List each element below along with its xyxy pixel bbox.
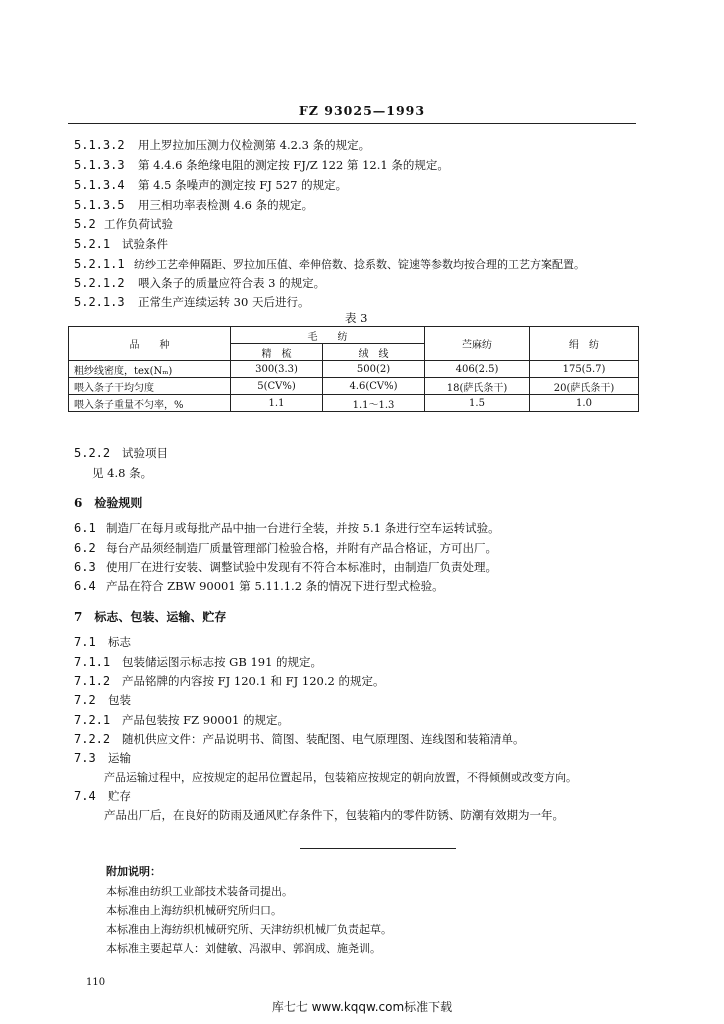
head-ramie: 苎麻纺 <box>425 327 530 361</box>
note-line: 本标准由上海纺织机械研究所归口。 <box>106 904 282 917</box>
section-6-title: 6 检验规则 <box>74 496 143 510</box>
clause-7-1-2: 7.1.2 产品铭牌的内容按 FJ 120.1 和 FJ 120.2 的规定。 <box>74 674 385 688</box>
page-number: 110 <box>86 977 106 988</box>
table-caption: 表 3 <box>345 311 368 325</box>
section-7-title: 7 标志、包装、运输、贮存 <box>74 610 227 624</box>
note-line: 本标准由纺织工业部技术装备司提出。 <box>106 885 293 898</box>
clause-6-4: 6.4 产品在符合 ZBW 90001 第 5.11.1.2 条的情况下进行型式检验。 <box>74 579 444 593</box>
clause-5-2-1-2: 5.2.1.2 喂入条子的质量应符合表 3 的规定。 <box>74 276 326 290</box>
header-rule <box>68 123 636 124</box>
table-row: 喂入条子干均匀度 5(CV%) 4.6(CV%) 18(萨氏条干) 20(萨氏条干) <box>69 378 639 395</box>
clause-7-3: 7.3 运输 <box>74 751 131 765</box>
head-silk: 绢 纺 <box>530 327 639 361</box>
clause-7-4: 7.4 贮存 <box>74 789 131 803</box>
clause-5-2-2-body: 见 4.8 条。 <box>92 466 153 480</box>
clause-5-2-1: 5.2.1 试验条件 <box>74 237 168 251</box>
clause-7-1-1: 7.1.1 包装储运图示标志按 GB 191 的规定。 <box>74 655 323 669</box>
head-wool-combed: 精 梳 <box>231 344 323 361</box>
table-3 <box>68 326 639 412</box>
notes-divider <box>300 848 456 849</box>
clause-6-2: 6.2 每台产品须经制造厂质量管理部门检验合格，并附有产品合格证，方可出厂。 <box>74 541 497 555</box>
footer-watermark: 库七七 www.kqqw.com标准下载 <box>271 1000 453 1014</box>
clause-7-3-body: 产品运输过程中，应按规定的起吊位置起吊，包装箱应按规定的朝向放置，不得倾侧或改变方向。 <box>104 771 577 784</box>
clause-7-2: 7.2 包装 <box>74 693 131 707</box>
clause-7-2-2: 7.2.2 随机供应文件：产品说明书、简图、装配图、电气原理图、连线图和装箱清单。 <box>74 732 525 746</box>
clause-5-1-3-4: 5.1.3.4 第 4.5 条噪声的测定按 FJ 527 的规定。 <box>74 178 348 192</box>
table-row: 粗纱线密度，tex(Nₘ) 300(3.3) 500(2) 406(2.5) 175(5.7) <box>69 361 639 378</box>
note-line: 本标准主要起草人：刘健敏、冯淑申、郭润成、施尧训。 <box>106 942 381 955</box>
clause-7-4-body: 产品出厂后，在良好的防雨及通风贮存条件下，包装箱内的零件防锈、防潮有效期为一年。 <box>104 808 564 822</box>
head-wool-yarn: 绒 线 <box>323 344 425 361</box>
head-item: 品 种 <box>69 327 231 361</box>
clause-5-2: 5.2 工作负荷试验 <box>74 217 173 231</box>
clause-5-2-2: 5.2.2 试验项目 <box>74 446 168 460</box>
note-line: 本标准由上海纺织机械研究所、天津纺织机械厂负责起草。 <box>106 923 392 936</box>
document-header: FZ 93025—1993 <box>298 103 426 118</box>
clause-5-1-3-2: 5.1.3.2 用上罗拉加压测力仪检测第 4.2.3 条的规定。 <box>74 138 371 152</box>
clause-7-2-1: 7.2.1 产品包装按 FZ 90001 的规定。 <box>74 713 290 727</box>
clause-5-2-1-3: 5.2.1.3 正常生产连续运转 30 天后进行。 <box>74 295 310 309</box>
table-row: 喂入条子重量不匀率，% 1.1 1.1～1.3 1.5 1.0 <box>69 395 639 412</box>
clause-5-2-1-1: 5.2.1.1 纺纱工艺牵伸隔距、罗拉加压值、牵伸倍数、捻系数、锭速等参数均按合理的工艺方案配置。 <box>74 257 585 271</box>
head-wool: 毛 纺 <box>231 327 425 344</box>
notes-title: 附加说明： <box>106 865 161 878</box>
clause-5-1-3-5: 5.1.3.5 用三相功率表检测 4.6 条的规定。 <box>74 198 314 212</box>
clause-6-1: 6.1 制造厂在每月或每批产品中抽一台进行全装，并按 5.1 条进行空车运转试验。 <box>74 521 500 535</box>
clause-7-1: 7.1 标志 <box>74 635 131 649</box>
clause-6-3: 6.3 使用厂在进行安装、调整试验中发现有不符合本标准时，由制造厂负责处理。 <box>74 560 497 574</box>
clause-5-1-3-3: 5.1.3.3 第 4.4.6 条绝缘电阻的测定按 FJ/Z 122 第 12.1 条的规定。 <box>74 158 449 172</box>
